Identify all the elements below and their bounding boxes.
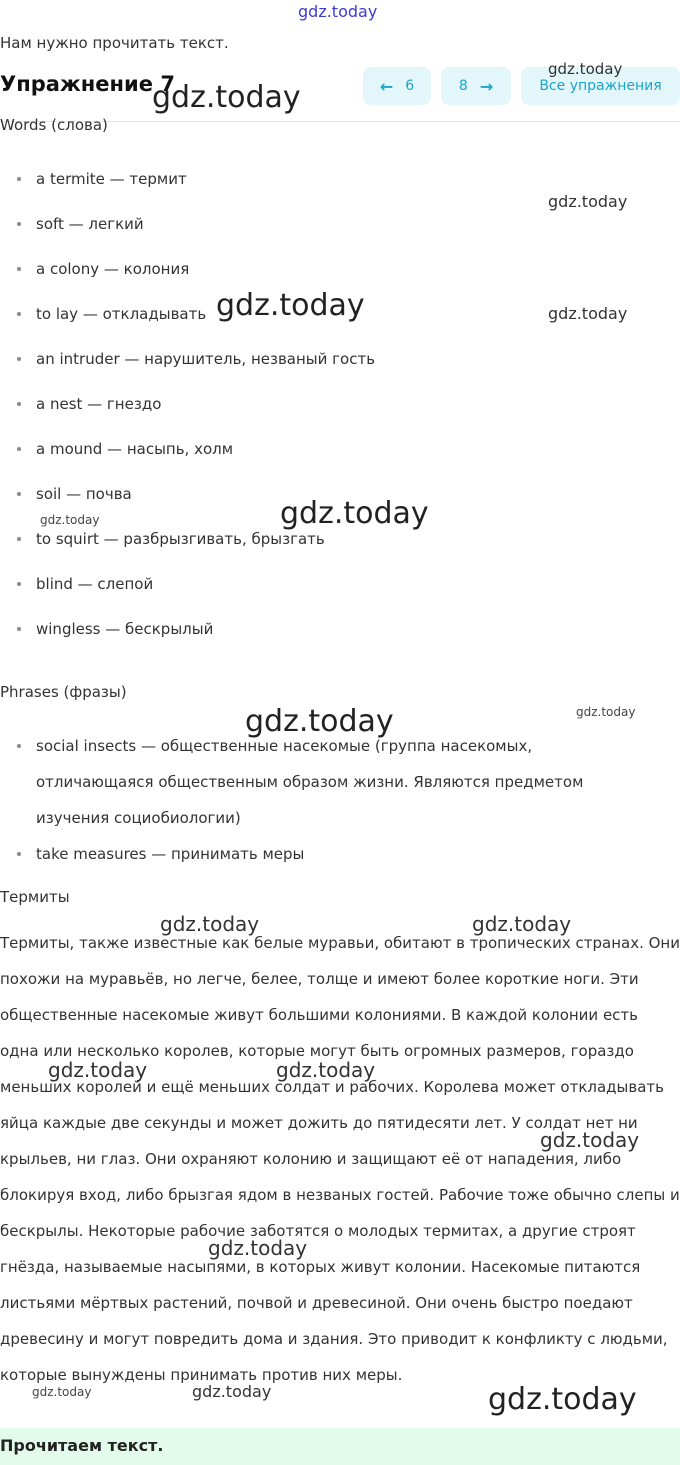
list-item: social insects — общественные насекомые (группа насекомых, отличающаяся общественным образом жизни. Являются предметом изучения социобиологии) bbox=[0, 728, 680, 836]
list-item: blind — слепой bbox=[0, 573, 375, 618]
watermark: gdz.today bbox=[488, 1382, 637, 1417]
list-item: soft — легкий bbox=[0, 213, 375, 258]
all-exercises-label: Все упражнения bbox=[539, 78, 662, 94]
watermark: gdz.today bbox=[548, 60, 623, 78]
phrases-heading: Phrases (фразы) bbox=[0, 683, 127, 701]
words-list bbox=[0, 168, 375, 663]
watermark: gdz.today bbox=[540, 1128, 640, 1152]
watermark: gdz.today bbox=[152, 80, 301, 115]
prev-exercise-button[interactable] bbox=[363, 67, 431, 105]
watermark-top: gdz.today bbox=[298, 2, 378, 21]
watermark: gdz.today bbox=[216, 288, 365, 323]
footer-banner: Прочитаем текст. bbox=[0, 1428, 680, 1465]
words-heading: Words (слова) bbox=[0, 116, 108, 134]
watermark: gdz.today bbox=[192, 1382, 272, 1401]
watermark: gdz.today bbox=[32, 1385, 92, 1399]
list-item: a nest — гнездо bbox=[0, 393, 375, 438]
watermark: gdz.today bbox=[48, 1058, 148, 1082]
watermark: gdz.today bbox=[472, 912, 572, 936]
watermark: gdz.today bbox=[160, 912, 260, 936]
list-item: an intruder — нарушитель, незваный гость bbox=[0, 348, 375, 393]
list-item: soil — почва bbox=[0, 483, 375, 528]
watermark: gdz.today bbox=[276, 1058, 376, 1082]
watermark: gdz.today bbox=[576, 705, 636, 719]
list-item: wingless — бескрылый bbox=[0, 618, 375, 663]
list-item: to squirt — разбрызгивать, брызгать bbox=[0, 528, 375, 573]
list-item: to lay — откладывать bbox=[0, 303, 375, 348]
exercise-title: Упражнение 7 bbox=[0, 72, 175, 96]
list-item: a mound — насыпь, холм bbox=[0, 438, 375, 483]
watermark: gdz.today bbox=[208, 1236, 308, 1260]
list-item: a colony — колония bbox=[0, 258, 375, 303]
phrases-list bbox=[0, 728, 680, 872]
story-title: Термиты bbox=[0, 888, 70, 906]
watermark: gdz.today bbox=[280, 496, 429, 531]
watermark: gdz.today bbox=[40, 513, 100, 527]
next-exercise-button[interactable] bbox=[441, 67, 511, 105]
watermark: gdz.today bbox=[548, 192, 628, 211]
prev-exercise-label: 6 bbox=[405, 78, 415, 94]
list-item: a termite — термит bbox=[0, 168, 375, 213]
story-text: Термиты, также известные как белые муравьи, обитают в тропических странах. Они похожи на муравьёв, но легче, белее, толще и имеют более короткие ноги. Эти общественные насекомые живут большими колониями. В каждой колонии есть одна или несколько королев, которые могут быть огромных размеров, гораздо меньших королей и ещё меньших солдат и рабочих. Королева может откладывать яйца каждые две секунды и может дожить до пятидесяти лет. У солдат нет ни крыльев, ни глаз. Они охраняют колонию и защищают её от нападения, либо блокируя вход, либо брызгая ядом в незваных гостей. Рабочие тоже обычно слепы и бескрылы. Некоторые рабочие заботятся о молодых термитах, а другие строят гнёзда, называемые насыпями, в которых живут колонии. Насекомые питаются листьями мёртвых растений, почвой и древесиной. Они очень быстро поедают древесину и могут повредить дома и здания. Это приводит к конфликту с людьми, которые вынуждены принимать против них меры. bbox=[0, 934, 680, 1384]
arrow-right-icon: → bbox=[479, 76, 494, 96]
next-exercise-label: 8 bbox=[458, 78, 468, 94]
watermark: gdz.today bbox=[245, 704, 394, 739]
list-item: take measures — принимать меры bbox=[0, 836, 680, 872]
watermark: gdz.today bbox=[548, 304, 628, 323]
arrow-left-icon: ← bbox=[379, 76, 394, 96]
intro-text: Нам нужно прочитать текст. bbox=[0, 34, 229, 52]
